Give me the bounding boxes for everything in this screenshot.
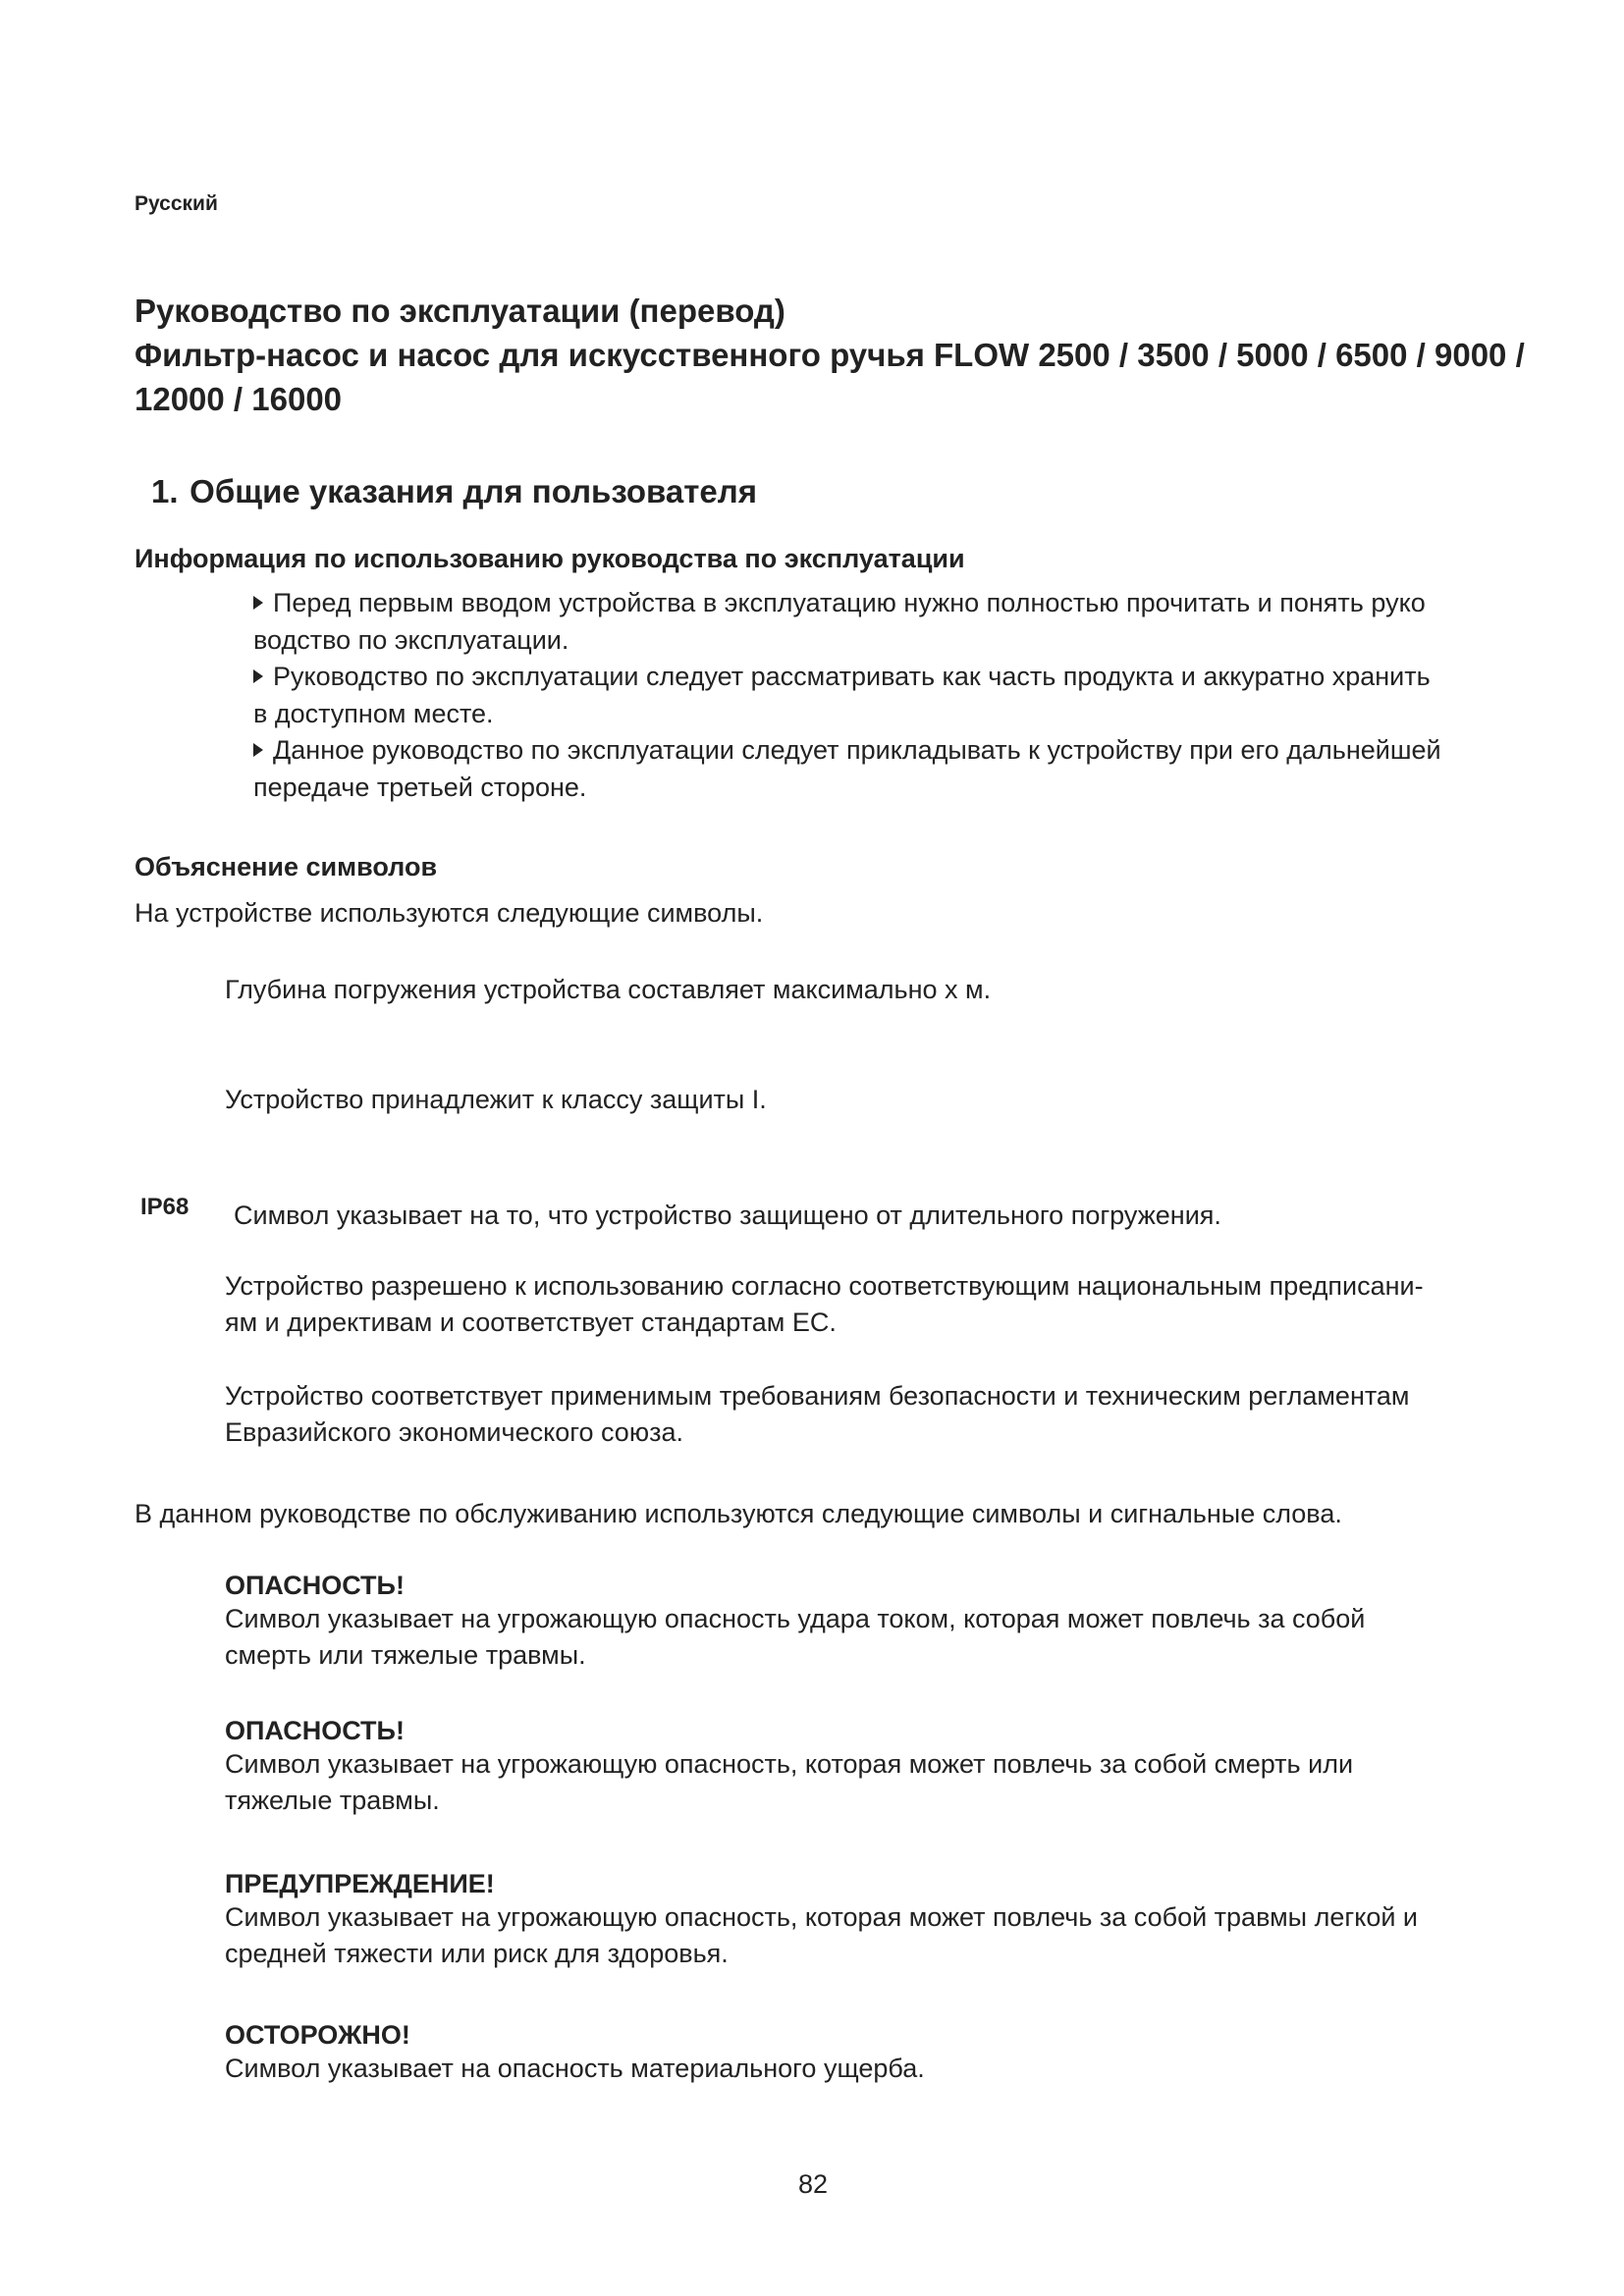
usage-bullet-list — [253, 585, 1530, 806]
symbols-intro: На устройстве используются следующие символы. — [135, 898, 764, 928]
signal-description-line: Символ указывает на угрожающую опасность, которая может повлечь за собой смерть или — [225, 1749, 1354, 1779]
document-title — [135, 289, 1525, 421]
section-number: 1. — [151, 473, 179, 509]
bullet-text: Данное руководство по эксплуатации следует прикладывать к устройству при его дальнейшей — [273, 735, 1441, 765]
signal-description-line: смерть или тяжелые травмы. — [225, 1640, 586, 1670]
bullet-triangle-icon — [253, 743, 263, 757]
signal-words-intro: В данном руководстве по обслуживанию используются следующие символы и сигнальные слова. — [135, 1499, 1342, 1528]
text-line: Устройство разрешено к использованию согласно соответствующим национальным предписани- — [225, 1271, 1424, 1301]
list-item — [253, 659, 1530, 732]
bullet-text: водство по эксплуатации. — [253, 624, 569, 655]
symbol-description-eac — [225, 1378, 1410, 1451]
list-item — [253, 585, 1530, 659]
symbol-description-ip68: Символ указывает на то, что устройство защищено от длительного погружения. — [234, 1201, 1221, 1230]
bullet-triangle-icon — [253, 596, 263, 610]
bullet-triangle-icon — [253, 669, 263, 683]
section-heading — [151, 473, 757, 510]
bullet-text: передаче третьей стороне. — [253, 772, 587, 802]
usage-info-heading: Информация по использованию руководства по эксплуатации — [135, 544, 965, 573]
text-line: ям и директивам и соответствует стандартам ЕС. — [225, 1308, 837, 1337]
text-line: Евразийского экономического союза. — [225, 1417, 683, 1447]
signal-word: ОПАСНОСТЬ! — [225, 1571, 405, 1600]
symbol-description-depth: Глубина погружения устройства составляет максимально х м. — [225, 975, 992, 1004]
text-line: Устройство соответствует применимым требованиям безопасности и техническим регламентам — [225, 1381, 1410, 1411]
symbol-description-protection-class: Устройство принадлежит к классу защиты I. — [225, 1085, 767, 1114]
signal-description-line: Символ указывает на угрожающую опасность, которая может повлечь за собой травмы легкой и — [225, 1902, 1418, 1932]
page-number: 82 — [798, 2169, 829, 2199]
signal-word-block — [225, 1716, 1353, 1819]
ip68-label: IP68 — [140, 1194, 189, 1220]
bullet-text: Перед первым вводом устройства в эксплуатацию нужно полностью прочитать и понять руко — [273, 588, 1426, 617]
signal-description-line: средней тяжести или риск для здоровья. — [225, 1939, 729, 1968]
document-title-line: Фильтр-насос и насос для искусственного ручья FLOW 2500 / 3500 / 5000 / 6500 / 9000 / — [135, 337, 1525, 373]
signal-word-block — [225, 2020, 925, 2087]
language-label: Русский — [135, 192, 218, 215]
section-title: Общие указания для пользователя — [189, 473, 757, 509]
symbol-description-ce — [225, 1268, 1424, 1341]
list-item — [253, 732, 1530, 806]
signal-description-line: тяжелые травмы. — [225, 1786, 440, 1815]
signal-description-line: Символ указывает на опасность материального ущерба. — [225, 2054, 925, 2083]
signal-word: ОПАСНОСТЬ! — [225, 1716, 405, 1745]
symbols-heading: Объяснение символов — [135, 852, 438, 881]
signal-word-block — [225, 1571, 1365, 1674]
bullet-text: Руководство по эксплуатации следует рассматривать как часть продукта и аккуратно хранить — [273, 662, 1431, 691]
signal-word: ОСТОРОЖНО! — [225, 2020, 410, 2050]
signal-word-block — [225, 1869, 1418, 1972]
bullet-text: в доступном месте. — [253, 698, 494, 728]
document-title-line: 12000 / 16000 — [135, 381, 343, 417]
signal-word: ПРЕДУПРЕЖДЕНИЕ! — [225, 1869, 495, 1898]
document-title-line: Руководство по эксплуатации (перевод) — [135, 293, 785, 329]
signal-description-line: Символ указывает на угрожающую опасность удара током, которая может повлечь за собой — [225, 1604, 1366, 1633]
